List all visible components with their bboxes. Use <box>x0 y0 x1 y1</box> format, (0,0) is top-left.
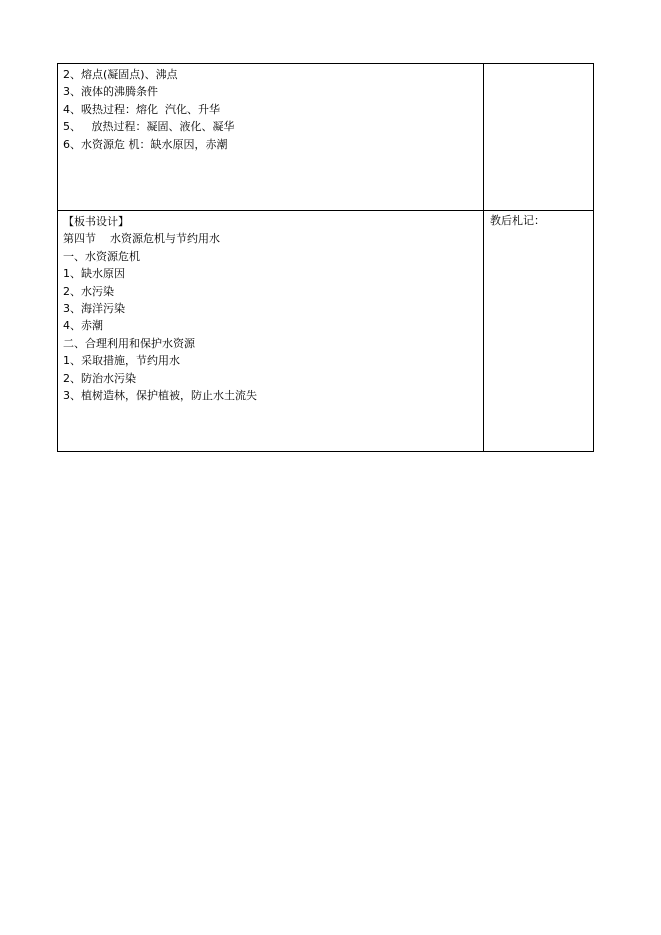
board-design-line-4: 1、缺水原因 <box>63 267 125 281</box>
post-lesson-notes-cell <box>484 211 594 452</box>
board-design-line-8: 二、合理利用和保护水资源 <box>63 336 195 350</box>
board-design-line-3: 一、水资源危机 <box>63 249 140 263</box>
summary-row <box>58 64 594 211</box>
board-design-line-5: 2、水污染 <box>63 284 114 298</box>
summary-line-3: 4、吸热过程：熔化 汽化、升华 <box>63 102 220 116</box>
board-design-line-2: 第四节 水资源危机与节约用水 <box>63 232 220 246</box>
summary-line-1: 2、熔点(凝固点)、沸点 <box>63 68 178 81</box>
board-design-line-7: 4、赤潮 <box>63 319 103 333</box>
lesson-plan-table <box>57 63 594 452</box>
board-design-line-10: 2、防治水污染 <box>63 371 136 385</box>
post-lesson-notes-label: 教后札记： <box>490 214 545 227</box>
board-design-line-11: 3、植树造林，保护植被，防止水土流失 <box>63 388 257 402</box>
board-design-line-9: 1、采取措施，节约用水 <box>63 354 180 368</box>
summary-line-4: 5、 放热过程：凝固、液化、凝华 <box>63 120 235 134</box>
board-design-line-6: 3、海洋污染 <box>63 301 125 315</box>
board-design-row <box>58 211 594 452</box>
board-design-cell <box>58 211 484 452</box>
summary-line-5: 6、水资源危 机：缺水原因，赤潮 <box>63 137 228 151</box>
summary-note-cell <box>484 64 594 211</box>
board-design-heading: 【板书设计】 <box>63 215 129 228</box>
summary-note <box>490 65 587 82</box>
summary-cell <box>58 64 484 211</box>
summary-line-2: 3、液体的沸腾条件 <box>63 85 158 99</box>
